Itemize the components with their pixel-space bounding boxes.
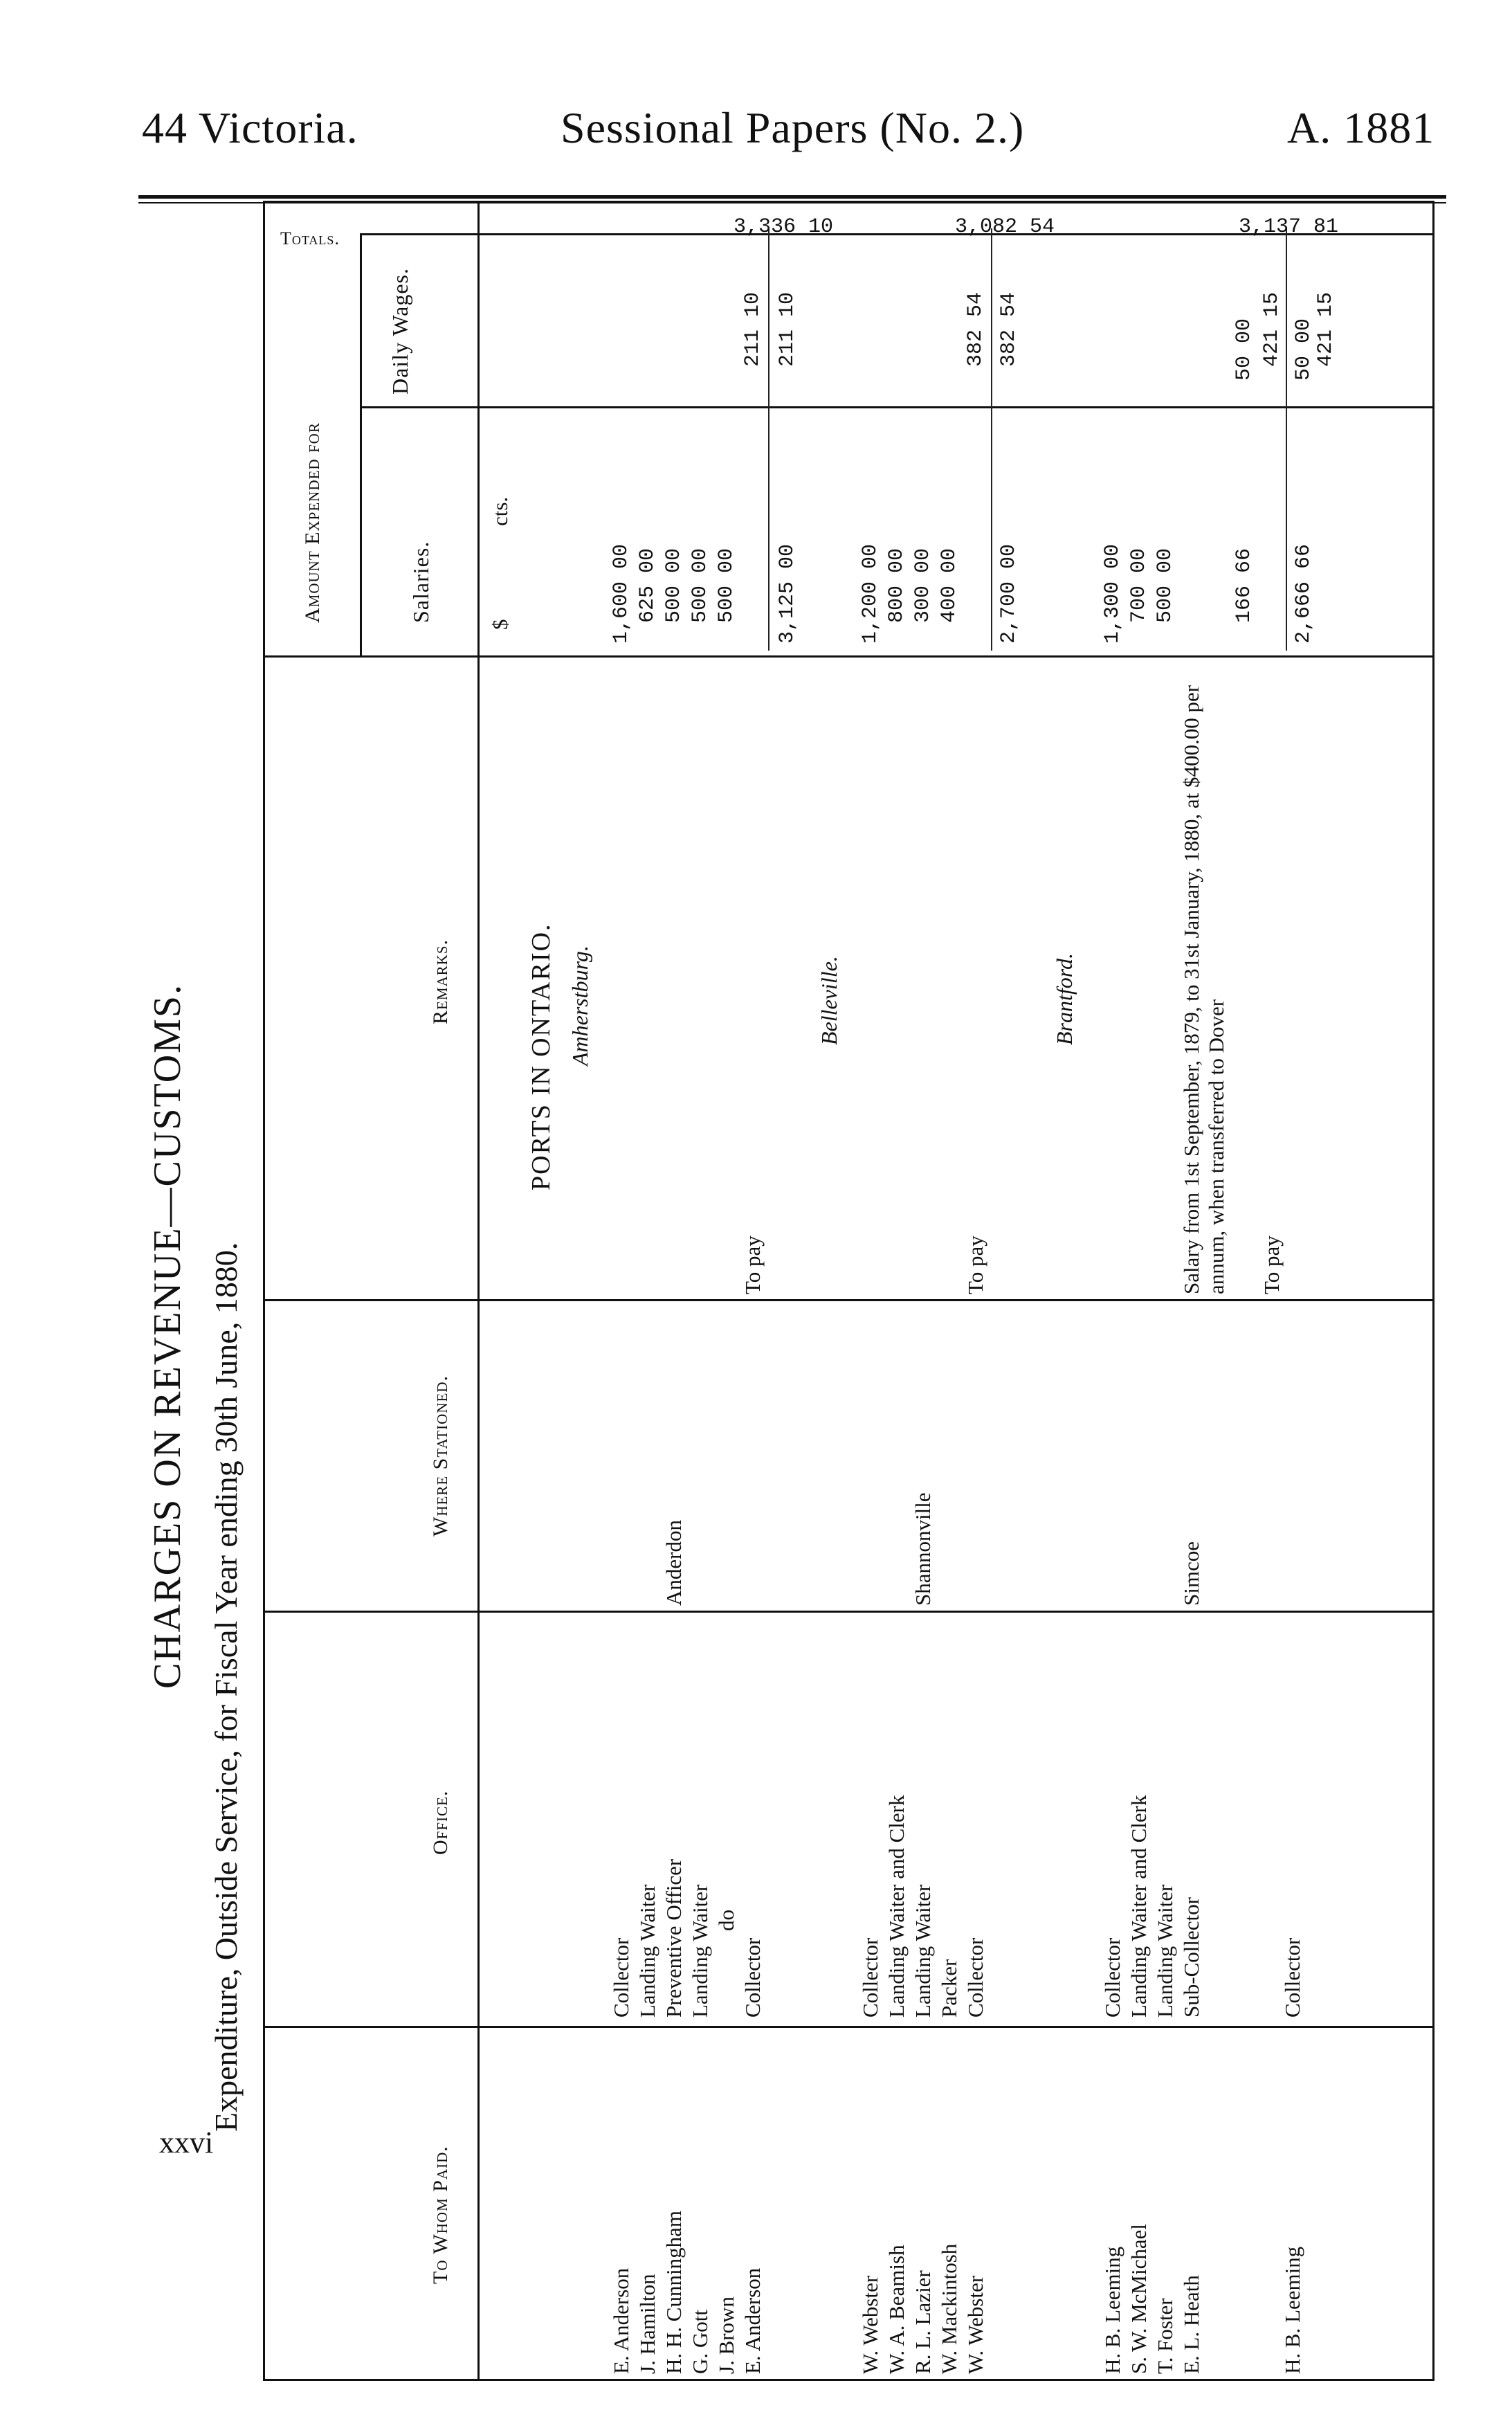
col-office: Office. [429, 1790, 452, 1855]
col-remarks: Remarks. [429, 939, 452, 1024]
office: Collector [963, 1937, 987, 2018]
subtotal-salary: 2,700 00 [997, 543, 1021, 644]
rents: 382 54 [964, 291, 987, 367]
payee: G. Gott [688, 2310, 712, 2374]
rents: 421 15 [1260, 291, 1284, 367]
office: Landing Waiter and Clerk [884, 1795, 909, 2018]
port-name-amherstburg: Amherstburg. [567, 945, 592, 1066]
salary: 700 00 [1127, 547, 1151, 623]
office: Sub-Collector [1179, 1897, 1203, 2018]
office: Packer [937, 1959, 961, 2018]
port-total: 3,137 81 [1239, 215, 1339, 239]
salaries-dollar-sign: $ [488, 619, 512, 630]
table-top-rule [263, 201, 265, 2381]
salary: 166 66 [1232, 547, 1256, 623]
salary: 625 00 [636, 547, 659, 623]
col-daily-wages: Daily Wages. [388, 267, 412, 395]
payee: E. L. Heath [1179, 2275, 1203, 2374]
remarks: To pay [740, 1235, 765, 1294]
payee: W. Webster [963, 2275, 987, 2374]
office: Collector [858, 1937, 882, 2018]
payee: E. Anderson [740, 2267, 765, 2374]
col-sep-1 [263, 2026, 1432, 2028]
salaries-cents: cts. [488, 496, 512, 526]
subtotal-rule [768, 228, 769, 651]
office: Collector [1100, 1937, 1124, 2018]
table-right-rule [263, 201, 1432, 203]
salary: 1,600 00 [610, 543, 633, 644]
office: Landing Waiter [911, 1884, 935, 2018]
salary: 300 00 [911, 547, 935, 623]
rents: 211 10 [741, 291, 765, 367]
subtotal-rents: 382 54 [997, 291, 1021, 367]
port-total: 3,082 54 [955, 215, 1055, 239]
payee: R. L. Lazier [911, 2270, 935, 2374]
rotated-table-page [131, 187, 1439, 2381]
page-number: xxvi [159, 2126, 214, 2159]
payee: J. Hamilton [635, 2274, 659, 2374]
salary: 800 00 [885, 547, 909, 623]
salary: 500 00 [662, 547, 686, 623]
table-left-rule [263, 2379, 1432, 2381]
port-name-belleville: Belleville. [817, 956, 841, 1045]
col-amount-expended: Amount Expended for [301, 422, 324, 623]
stationed: Simcoe [1179, 1541, 1203, 1606]
col-to-whom-paid: To Whom Paid. [429, 2146, 452, 2284]
subtotal-rents: 421 15 [1314, 291, 1338, 367]
payee: W. Webster [858, 2275, 882, 2374]
stationed: Shannonville [911, 1492, 935, 1606]
office: Landing Waiter [688, 1884, 712, 2018]
payee: E. Anderson [609, 2267, 633, 2374]
salary: 500 00 [1154, 547, 1177, 623]
payee: W. Mackintosh [937, 2243, 961, 2374]
port-name-brantford: Brantford. [1052, 952, 1077, 1045]
office: Collector [740, 1937, 765, 2018]
port-total: 3,336 10 [734, 215, 834, 239]
header-left: 44 Victoria. [142, 103, 358, 152]
payee: T. Foster [1153, 2298, 1177, 2374]
header-right: A. 1881 [1287, 103, 1435, 152]
header-bottom-rule [477, 201, 480, 2381]
subtotal-salary: 2,666 66 [1292, 543, 1315, 644]
office: Preventive Officer [662, 1858, 686, 2018]
subtotal-rule [1286, 228, 1287, 651]
subtotal-salary: 3,125 00 [776, 543, 799, 644]
salary: 500 00 [689, 547, 712, 623]
payee: S. W. McMichael [1127, 2224, 1151, 2374]
col-sep-5 [360, 406, 1432, 408]
col-sep-7 [263, 655, 1432, 658]
salary: 400 00 [938, 547, 961, 623]
remarks: To pay [1259, 1235, 1284, 1294]
salary: 500 00 [715, 547, 738, 623]
col-where-stationed: Where Stationed. [429, 1375, 452, 1537]
section-heading: PORTS IN ONTARIO. [527, 923, 556, 1190]
remarks: Salary from 1st September, 1879, to 31st January, 1880, at $400.00 per annum, when transferred to Dover [1179, 685, 1228, 1294]
salary: 1,300 00 [1101, 543, 1124, 644]
subtotal-rule [991, 228, 992, 651]
col-salaries: Salaries. [408, 541, 433, 623]
payee: W. A. Beamish [884, 2245, 909, 2374]
page-title: CHARGES ON REVENUE—CUSTOMS. [146, 983, 189, 1689]
col-sep-2 [263, 1611, 1432, 1613]
payee: H. B. Leeming [1100, 2246, 1124, 2374]
header-center: Sessional Papers (No. 2.) [561, 103, 1025, 152]
subtotal-rents: 211 10 [776, 291, 799, 367]
payee: J. Brown [714, 2296, 738, 2374]
payee: H. B. Leeming [1280, 2246, 1304, 2374]
subtotal-wages: 50 00 [1292, 318, 1315, 381]
amount-subheader-rule [360, 235, 362, 658]
payee: H. H. Cunningham [662, 2211, 686, 2374]
office: do [714, 1910, 738, 1931]
page-subtitle: Expenditure, Outside Service, for Fiscal Year ending 30th June, 1880. [208, 1242, 244, 2132]
office: Landing Waiter [635, 1884, 659, 2018]
col-totals: Totals. [280, 228, 340, 248]
stationed: Anderdon [662, 1520, 686, 1606]
office: Landing Waiter [1153, 1884, 1177, 2018]
office: Collector [609, 1937, 633, 2018]
wages: 50 00 [1232, 318, 1256, 381]
office: Landing Waiter and Clerk [1127, 1795, 1151, 2018]
col-sep-3 [263, 1299, 1432, 1301]
salary: 1,200 00 [859, 543, 882, 644]
table-bottom-rule [1432, 201, 1434, 2381]
remarks: To pay [963, 1235, 987, 1294]
office: Collector [1280, 1937, 1304, 2018]
